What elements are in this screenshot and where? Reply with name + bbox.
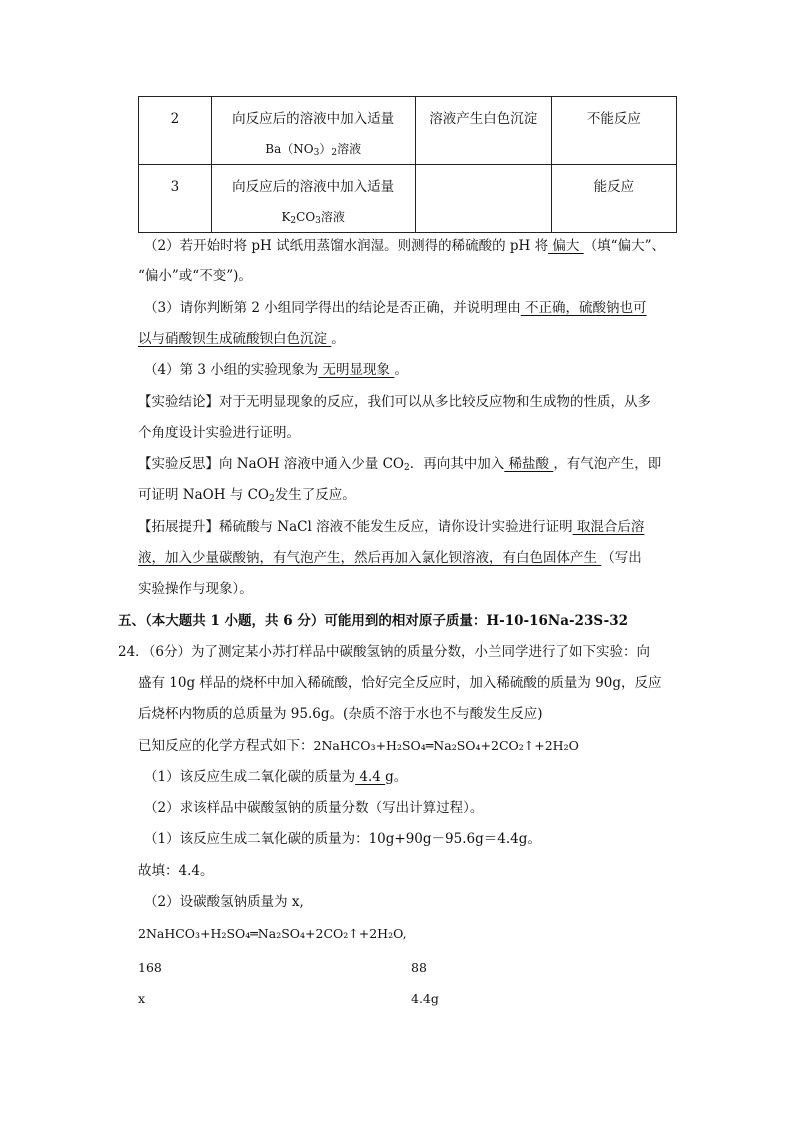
question-text: 。: [394, 362, 408, 378]
reagent-text: Ba（NO: [265, 142, 314, 156]
question-text: 【实验反思】向 NaOH 溶液中通入少量 CO: [138, 456, 404, 472]
solution-equation: 2NaHCO₃+H₂SO₄═Na₂SO₄+2CO₂↑+2H₂O,: [138, 926, 407, 941]
question-text: 已知反应的化学方程式如下：: [138, 738, 314, 754]
subscript: 3: [315, 216, 321, 226]
calc-right-value: 88: [411, 960, 427, 975]
answer-blank: 不正确，硫酸钠也可: [520, 300, 647, 316]
subscript: 2: [403, 463, 410, 473]
solution-line-1: （1）该反应生成二氧化碳的质量为：10g+90g－95.6g＝4.4g。: [144, 831, 541, 847]
operation-line: 向反应后的溶液中加入适量: [232, 111, 395, 127]
answer-blank: 4.4: [355, 769, 386, 785]
question-24-part-2: （2）求该样品中碳酸氢钠的质量分数（写出计算过程）。: [144, 800, 484, 816]
question-text: 【拓展提升】稀硫酸与 NaCl 溶液不能发生反应，请你设计实验进行证明: [138, 519, 573, 535]
phenomenon-cell: [415, 165, 551, 233]
question-text: 可证明 NaOH 与 CO: [138, 487, 269, 503]
question-text: 。: [331, 331, 345, 347]
question-2-line-1: [144, 236, 665, 256]
operation-cell: [211, 165, 415, 233]
subscript: 2: [268, 494, 275, 504]
reagent-text: 溶液: [320, 210, 345, 224]
chemical-equation-line: [138, 736, 579, 756]
question-3-line-2: [138, 329, 345, 349]
question-24-line-2: 盛有 10g 样品的烧杯中加入稀硫酸，恰好完全反应时，加入稀硫酸的质量为 90g，反应: [138, 675, 662, 691]
calc-left-value: x: [138, 991, 146, 1006]
reagent-line: [216, 134, 411, 164]
subscript: 2: [290, 216, 297, 226]
answer-blank: 无明显现象: [318, 362, 395, 378]
answer-blank: 稀盐酸: [504, 456, 554, 472]
extension-line-2: [138, 548, 642, 568]
reagent-text: K: [281, 210, 291, 224]
subscript: 2: [331, 148, 338, 158]
reflection-line-2: [138, 485, 356, 505]
section-5-heading: 五、（本大题共 1 小题，共 6 分）可能用到的相对原子质量：H-10-16Na-23S-32: [118, 613, 628, 629]
group-number-cell: 3: [139, 165, 212, 233]
conclusion-line-1: 【实验结论】对于无明显现象的反应，我们可以从多比较反应物和生成物的性质，从多: [138, 394, 651, 410]
question-24-line-1: 24．（6分）为了测定某小苏打样品中碳酸氢钠的质量分数，小兰同学进行了如下实验：向: [118, 644, 651, 660]
conclusion-cell: 能反应: [551, 165, 676, 233]
reagent-text: ）: [319, 142, 332, 156]
operation-line: 向反应后的溶液中加入适量: [232, 179, 395, 195]
group-number-cell: 2: [139, 97, 212, 165]
chemical-equation: 2NaHCO₃+H₂SO₄═Na₂SO₄+2CO₂↑+2H₂O: [313, 738, 579, 753]
reagent-line: [216, 202, 411, 232]
question-4-line: [144, 360, 408, 380]
calc-right-value: 4.4g: [411, 991, 439, 1006]
conclusion-line-2: 个角度设计实验进行证明。: [138, 425, 300, 441]
question-text: （4）第 3 小组的实验现象为: [144, 362, 319, 378]
question-text: ．再向其中加入: [409, 456, 505, 472]
reagent-text: CO: [296, 210, 316, 224]
answer-blank: 以与硝酸钡生成硫酸钡白色沉淀: [138, 331, 332, 347]
experiment-table: [138, 96, 677, 233]
reagent-text: 溶液: [337, 142, 362, 156]
table-row: [139, 97, 677, 165]
extension-line-3: 实验操作与现象）。: [138, 581, 253, 597]
question-text: g。: [385, 769, 408, 785]
question-text: （写出: [601, 550, 642, 566]
question-text: （填“偏大”、: [583, 238, 665, 254]
question-text: ，有气泡产生，即: [553, 456, 662, 472]
question-3-line-1: [144, 298, 647, 318]
conclusion-cell: 不能反应: [551, 97, 676, 165]
phenomenon-cell: 溶液产生白色沉淀: [415, 97, 551, 165]
question-24-part-1: [144, 767, 407, 787]
solution-line-2: 故填：4.4。: [138, 863, 214, 879]
question-24-line-3: 后烧杯内物质的总质量为 95.6g。(杂质不溶于水也不与酸发生反应): [138, 706, 543, 722]
question-text: （2）若开始时将 pH 试纸用蒸馏水润湿。则测得的稀硫酸的 pH 将: [144, 238, 549, 254]
solution-line-3: （2）设碳酸氢钠质量为 x,: [144, 894, 304, 910]
reflection-line-1: [138, 454, 661, 474]
answer-blank: 偏大: [548, 238, 584, 254]
question-text: （3）请你判断第 2 小组同学得出的结论是否正确，并说明理由: [144, 300, 521, 316]
answer-blank: 液，加入少量碳酸钠，有气泡产生，然后再加入氯化钡溶液，有白色固体产生: [138, 550, 602, 566]
subscript: 3: [313, 148, 320, 158]
calc-left-value: 168: [138, 960, 162, 975]
extension-line-1: [138, 517, 644, 537]
question-text: 发生了反应。: [274, 487, 356, 503]
answer-blank: 取混合后溶: [572, 519, 645, 535]
table-row: [139, 165, 677, 233]
operation-cell: [211, 97, 415, 165]
question-2-line-2: “偏小”或“不变”)。: [138, 268, 252, 284]
question-text: （1）该反应生成二氧化碳的质量为: [144, 769, 356, 785]
